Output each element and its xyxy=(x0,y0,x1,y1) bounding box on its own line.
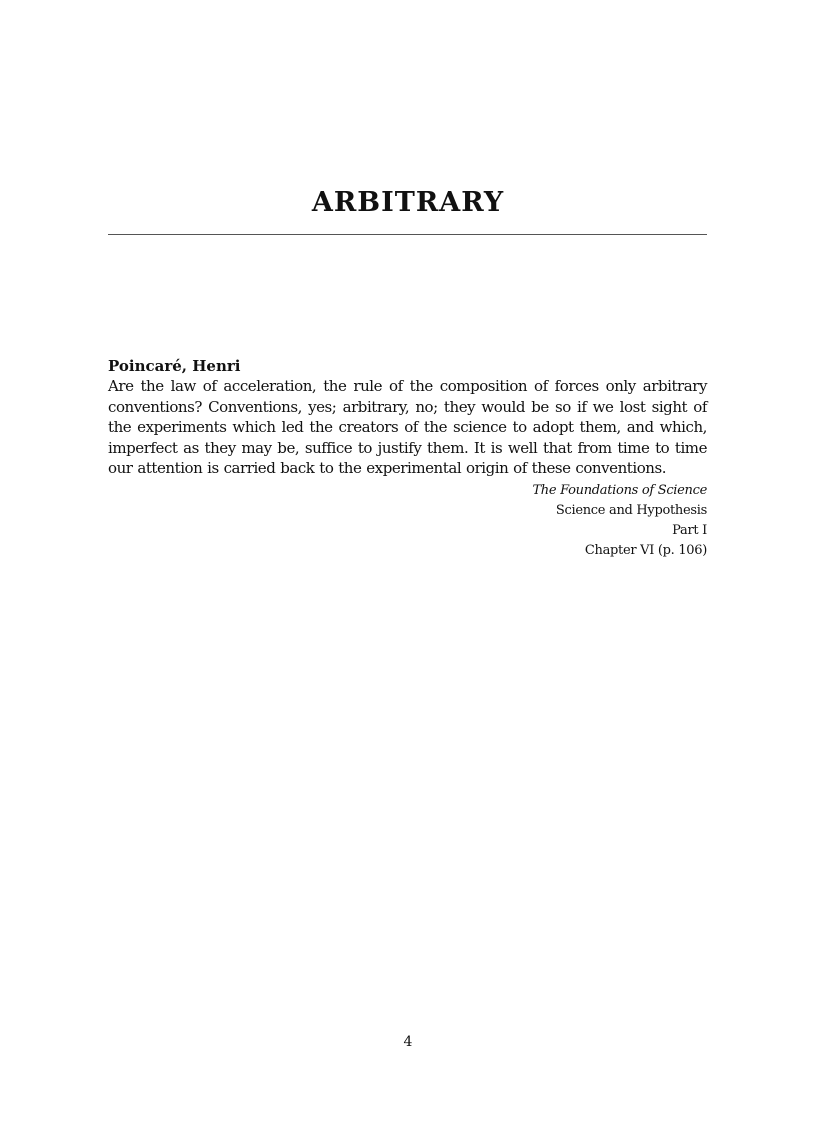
citation-part: Part I xyxy=(672,522,707,538)
title-divider xyxy=(108,234,707,235)
page-title: ARBITRARY xyxy=(311,187,505,218)
quote-text: Are the law of acceleration, the rule of the composition of forces only arbitrary conventions? Conventions, yes; arbitrary, no; they would be so if we lost sight of the experiments which led the creators of the science to adopt them, and which, imperfect as they may be, suffice to justify them. It is well that from time to time our attention is carried back to the experimental origin of these conventions. xyxy=(108,377,707,477)
citation-chapter: Chapter VI (p. 106) xyxy=(584,542,707,558)
quote-entry xyxy=(108,356,707,561)
quote-author: Poincaré, Henri xyxy=(108,357,241,375)
page-number: 4 xyxy=(403,1034,413,1050)
citation-work: Science and Hypothesis xyxy=(555,502,707,518)
quote-citation xyxy=(108,481,707,561)
citation-book-title: The Foundations of Science xyxy=(532,482,707,498)
